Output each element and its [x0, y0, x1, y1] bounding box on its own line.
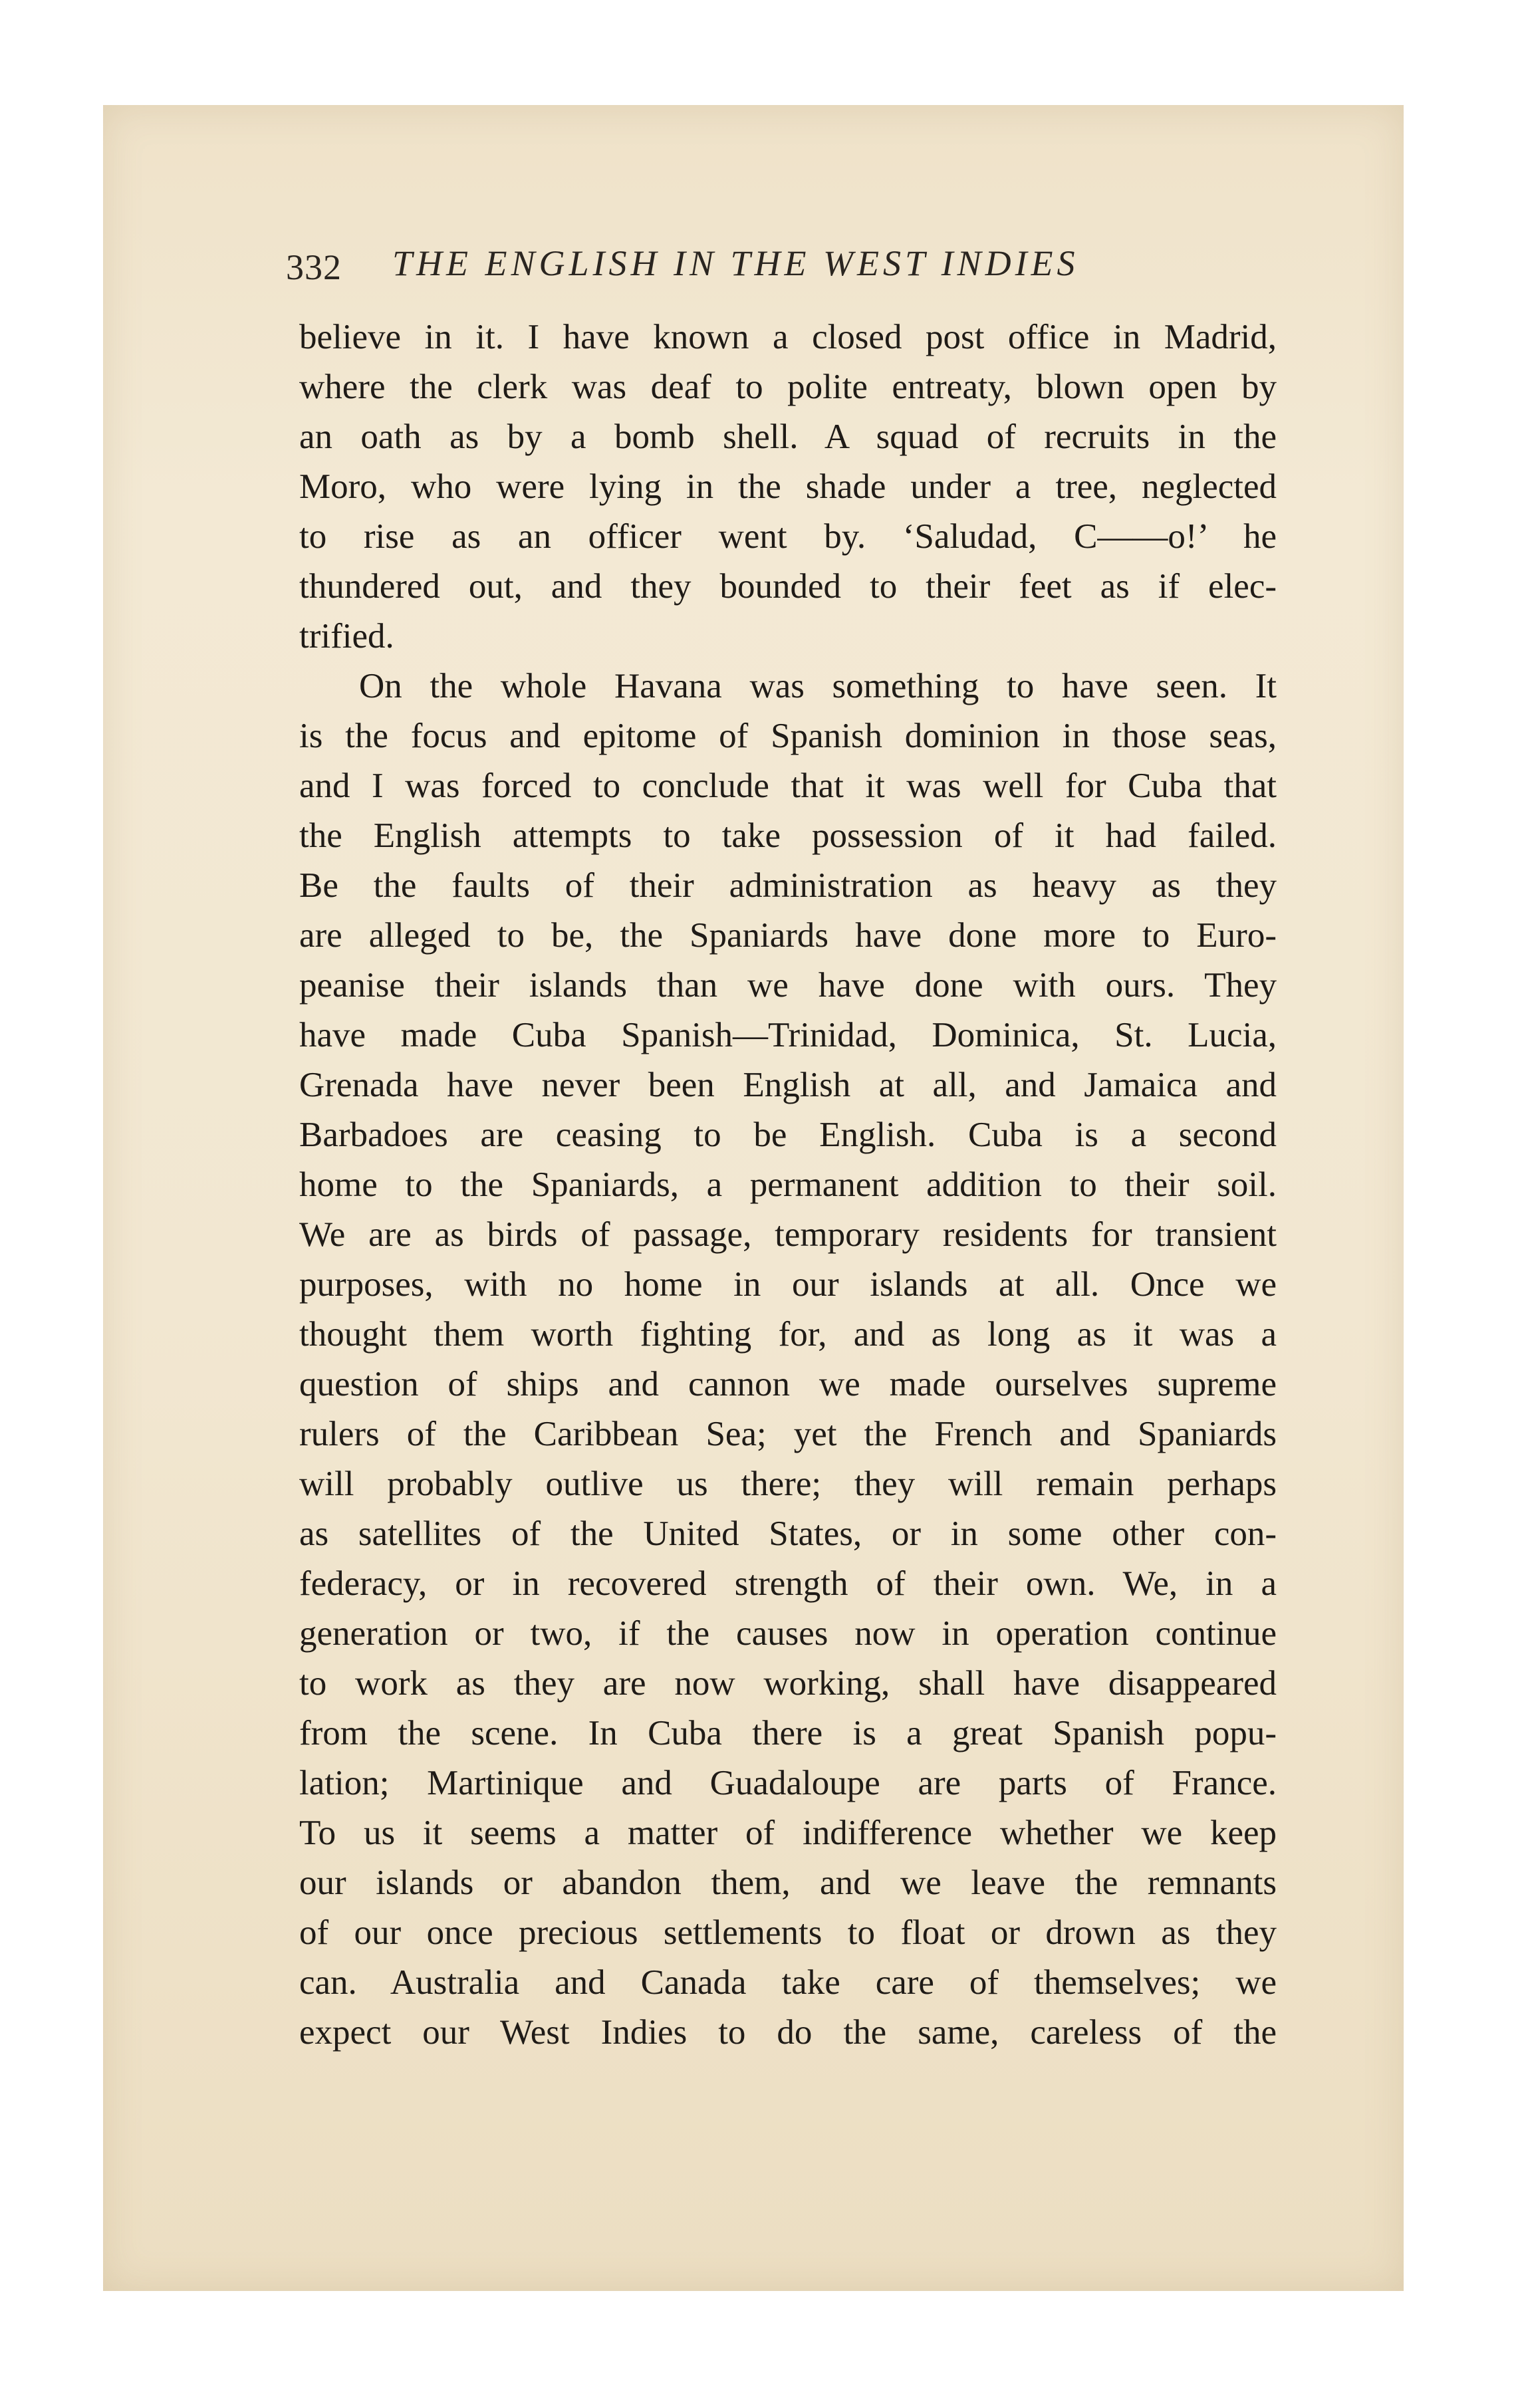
paragraph: [299, 662, 1277, 2058]
running-head: [286, 243, 1270, 296]
paragraph: [299, 312, 1277, 662]
text-line: purposes, with no home in our islands at all. Once we: [299, 1265, 1277, 1304]
text-line: thundered out, and they bounded to their feet as if elec-: [299, 567, 1277, 606]
text-line: of our once precious settlements to float or drown as they: [299, 1913, 1277, 1952]
text-line: an oath as by a bomb shell. A squad of recruits in the: [299, 418, 1277, 456]
text-line: as satellites of the United States, or in some other con-: [299, 1514, 1277, 1553]
text-line: to work as they are now working, shall have disappeared: [299, 1664, 1277, 1703]
text-line: Moro, who were lying in the shade under a tree, neglected: [299, 467, 1277, 506]
text-line: federacy, or in recovered strength of their own. We, in a: [299, 1564, 1277, 1603]
text-line: Grenada have never been English at all, and Jamaica and: [299, 1066, 1277, 1104]
text-line: We are as birds of passage, temporary residents for transient: [299, 1215, 1277, 1254]
text-line: Be the faults of their administration as heavy as they: [299, 866, 1277, 905]
text-line: from the scene. In Cuba there is a great Spanish popu-: [299, 1714, 1277, 1752]
text-line: home to the Spaniards, a permanent addition to their soil.: [299, 1165, 1277, 1204]
text-line: On the whole Havana was something to have seen. It: [359, 667, 1277, 705]
text-line: trified.: [299, 617, 394, 656]
body-text: [299, 312, 1277, 2058]
text-line: is the focus and epitome of Spanish dominion in those seas,: [299, 717, 1277, 755]
text-line: rulers of the Caribbean Sea; yet the French and Spaniards: [299, 1415, 1277, 1453]
text-line: where the clerk was deaf to polite entreaty, blown open by: [299, 368, 1277, 406]
text-line: lation; Martinique and Guadaloupe are parts of France.: [299, 1764, 1277, 1802]
running-title: THE ENGLISH IN THE WEST INDIES: [392, 243, 1079, 283]
text-line: expect our West Indies to do the same, careless of the: [299, 2013, 1277, 2052]
text-line: To us it seems a matter of indifference whether we keep: [299, 1814, 1277, 1852]
text-line: our islands or abandon them, and we leave the remnants: [299, 1864, 1277, 1902]
text-line: Barbadoes are ceasing to be English. Cuba is a second: [299, 1116, 1277, 1154]
page-number: 332: [286, 247, 342, 287]
text-line: the English attempts to take possession of it had failed.: [299, 816, 1277, 855]
text-line: and I was forced to conclude that it was well for Cuba that: [299, 767, 1277, 805]
text-line: believe in it. I have known a closed post office in Madrid,: [299, 318, 1277, 356]
text-line: can. Australia and Canada take care of themselves; we: [299, 1963, 1277, 2002]
text-line: have made Cuba Spanish—Trinidad, Dominica, St. Lucia,: [299, 1016, 1277, 1054]
text-line: will probably outlive us there; they will remain perhaps: [299, 1465, 1277, 1503]
text-line: are alleged to be, the Spaniards have done more to Euro-: [299, 916, 1277, 955]
text-line: question of ships and cannon we made ourselves supreme: [299, 1365, 1277, 1403]
text-line: to rise as an officer went by. ‘Saludad, C——o!’ he: [299, 517, 1277, 556]
text-line: thought them worth fighting for, and as long as it was a: [299, 1315, 1277, 1354]
text-line: generation or two, if the causes now in operation continue: [299, 1614, 1277, 1653]
text-line: peanise their islands than we have done with ours. They: [299, 966, 1277, 1005]
